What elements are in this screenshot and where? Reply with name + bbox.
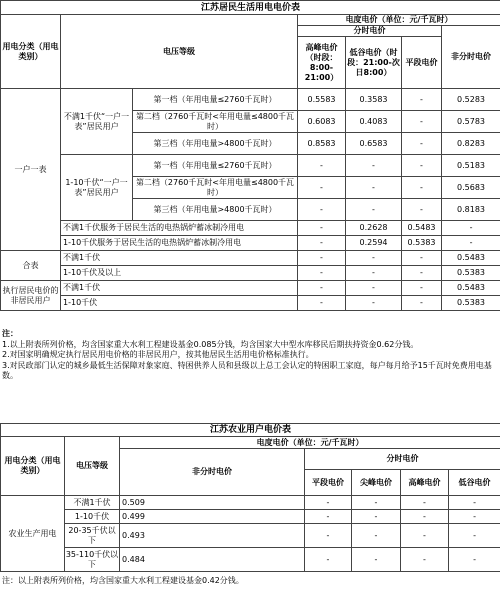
agri-voltage: 不满1千伏: [65, 496, 120, 510]
agri-flat: -: [305, 548, 352, 572]
agri-nontou-header: 非分时电价: [120, 449, 305, 496]
agri-peak: -: [401, 524, 449, 548]
cell-flat: -: [402, 89, 442, 111]
cell-valley: -: [346, 281, 402, 296]
cell-peak: -: [298, 266, 346, 281]
cell-valley: -: [346, 251, 402, 266]
cell-flat: 0.5483: [402, 221, 442, 236]
flat-header: 平段电价: [402, 37, 442, 89]
tier1: 第一档（年用电量≤2760千瓦时）: [133, 155, 298, 177]
cell-nontou: 0.8183: [442, 199, 500, 221]
table-row: [1, 548, 500, 572]
agri-flat: -: [305, 496, 352, 510]
agri-col-voltage: 电压等级: [65, 437, 120, 496]
cell-valley: -: [346, 296, 402, 311]
agri-price: 0.484: [120, 548, 305, 572]
cell-peak: 0.5583: [298, 89, 346, 111]
cell-valley: 0.6583: [346, 133, 402, 155]
agri-group: 农业生产用电: [1, 496, 65, 572]
tier3: 第三档（年用电量>4800千瓦时）: [133, 199, 298, 221]
tier2: 第二档（2760千瓦时<年用电量≤4800千瓦时）: [133, 177, 298, 199]
cell-valley: -: [346, 199, 402, 221]
cell-nontou: 0.5183: [442, 155, 500, 177]
cell-flat: -: [402, 251, 442, 266]
cell-flat: -: [402, 155, 442, 177]
agri-sharp: -: [352, 548, 401, 572]
agri-sharp: -: [352, 510, 401, 524]
voltage-lt1: 不满1千伏: [61, 281, 298, 296]
cell-nontou: 0.5683: [442, 177, 500, 199]
agri-peak: -: [401, 496, 449, 510]
cell-flat: -: [402, 266, 442, 281]
cell-flat: -: [402, 111, 442, 133]
sub-lt1: 不满1千伏“一户一表”居民用户: [61, 89, 133, 155]
cell-nontou: 0.5783: [442, 111, 500, 133]
cell-valley: 0.3583: [346, 89, 402, 111]
cell-peak: 0.8583: [298, 133, 346, 155]
agri-voltage: 1-10千伏: [65, 510, 120, 524]
table-row: [1, 236, 500, 251]
agri-valley: -: [449, 548, 500, 572]
peak-header: 高峰电价（时段：8:00-21:00）: [298, 37, 346, 89]
agri-valley: -: [449, 524, 500, 548]
cell-nontou: 0.5383: [442, 266, 500, 281]
cell-flat: -: [402, 281, 442, 296]
cell-peak: -: [298, 155, 346, 177]
table-row: [1, 89, 500, 111]
agri-price-table: [0, 423, 500, 572]
notes-title: 注：: [2, 329, 18, 338]
tier3: 第三档（年用电量>4800千瓦时）: [133, 133, 298, 155]
group-other: 执行居民电价的非居民用户: [1, 281, 61, 311]
table-row: [1, 510, 500, 524]
cell-valley: 0.4083: [346, 111, 402, 133]
heating-lt1-label: 不满1千伏服务于居民生活的电热锅炉蓄冰制冷用电: [61, 221, 298, 236]
agri-peak: -: [401, 510, 449, 524]
agri-flat: -: [305, 510, 352, 524]
agri-sharp: -: [352, 496, 401, 510]
group-household: 一户一表: [1, 89, 61, 251]
cell-nontou: 0.8283: [442, 133, 500, 155]
agri-peak-header: 高峰电价: [401, 470, 449, 496]
agri-flat: -: [305, 524, 352, 548]
agri-price-header: 电度电价（单位：元/千瓦时）: [120, 437, 500, 449]
agri-flat-header: 平段电价: [305, 470, 352, 496]
cell-peak: -: [298, 199, 346, 221]
col-category-header: 用电分类（用电类别）: [1, 15, 61, 89]
residential-title: 江苏居民生活用电电价表: [1, 1, 500, 15]
cell-flat: -: [402, 199, 442, 221]
agri-sharp-header: 尖峰电价: [352, 470, 401, 496]
agri-price: 0.493: [120, 524, 305, 548]
agri-note: 注：以上附表所列价格，均含国家重大水利工程建设基金0.42分钱。: [2, 576, 244, 585]
tier2: 第二档（2760千瓦时<年用电量≤4800千瓦时）: [133, 111, 298, 133]
cell-nontou: 0.5483: [442, 251, 500, 266]
cell-peak: -: [298, 296, 346, 311]
cell-flat: -: [402, 177, 442, 199]
valley-header: 低谷电价（时段：21:00-次日8:00）: [346, 37, 402, 89]
table-row: [1, 524, 500, 548]
table-row: [1, 281, 500, 296]
table-row: [1, 296, 500, 311]
cell-valley: -: [346, 177, 402, 199]
agri-sharp: -: [352, 524, 401, 548]
agri-tou-header: 分时电价: [305, 449, 500, 470]
voltage-lt1: 不满1千伏: [61, 251, 298, 266]
cell-nontou: -: [442, 221, 500, 236]
agri-price: 0.509: [120, 496, 305, 510]
tou-header: 分时电价: [298, 26, 442, 37]
cell-peak: -: [298, 177, 346, 199]
voltage-1to10-up: 1-10千伏及以上: [61, 266, 298, 281]
cell-nontou: -: [442, 236, 500, 251]
col-voltage-header: 电压等级: [61, 15, 298, 89]
table-row: [1, 221, 500, 236]
cell-valley: 0.2628: [346, 221, 402, 236]
cell-valley: 0.2594: [346, 236, 402, 251]
cell-peak: -: [298, 251, 346, 266]
agri-valley: -: [449, 496, 500, 510]
cell-valley: -: [346, 266, 402, 281]
agri-title: 江苏农业用户电价表: [1, 424, 500, 437]
sub-1to10: 1-10千伏“一户一表”居民用户: [61, 155, 133, 221]
note-1: 1.以上附表所列价格，均含国家重大水利工程建设基金0.085分钱，均含国家大中型水库移民后期扶持资金0.62分钱。: [2, 339, 419, 349]
tier1: 第一档（年用电量≤2760千瓦时）: [133, 89, 298, 111]
group-combined: 合表: [1, 251, 61, 281]
note-2: 2.对国家明确规定执行居民用电价格的非居民用户，按其他居民生活用电价格标准执行。: [2, 350, 314, 359]
cell-peak: 0.6083: [298, 111, 346, 133]
cell-flat: -: [402, 296, 442, 311]
agri-peak: -: [401, 548, 449, 572]
price-header: 电度电价（单位：元/千瓦时）: [298, 15, 500, 26]
cell-nontou: 0.5283: [442, 89, 500, 111]
agri-price: 0.499: [120, 510, 305, 524]
agri-col-category: 用电分类（用电类别）: [1, 437, 65, 496]
agri-valley: -: [449, 510, 500, 524]
agri-voltage: 35-110千伏以下: [65, 548, 120, 572]
cell-peak: -: [298, 221, 346, 236]
table-row: [1, 251, 500, 266]
table-row: [1, 155, 500, 177]
table-row: [1, 266, 500, 281]
cell-flat: 0.5383: [402, 236, 442, 251]
voltage-1to10: 1-10千伏: [61, 296, 298, 311]
cell-valley: -: [346, 155, 402, 177]
residential-notes: [2, 329, 496, 382]
cell-peak: -: [298, 236, 346, 251]
cell-nontou: 0.5483: [442, 281, 500, 296]
agri-valley-header: 低谷电价: [449, 470, 500, 496]
nontou-header: 非分时电价: [442, 26, 500, 89]
table-row: [1, 496, 500, 510]
note-3: 3.对民政部门认定的城乡最低生活保障对象家庭、特困供养人员和县级以上总工会认定的特困职工家庭，每户每月给予15千瓦时免费用电基数。: [2, 360, 492, 380]
cell-flat: -: [402, 133, 442, 155]
agri-voltage: 20-35千伏以下: [65, 524, 120, 548]
cell-peak: -: [298, 281, 346, 296]
heating-1to10-label: 1-10千伏服务于居民生活的电热锅炉蓄冰制冷用电: [61, 236, 298, 251]
cell-nontou: 0.5383: [442, 296, 500, 311]
